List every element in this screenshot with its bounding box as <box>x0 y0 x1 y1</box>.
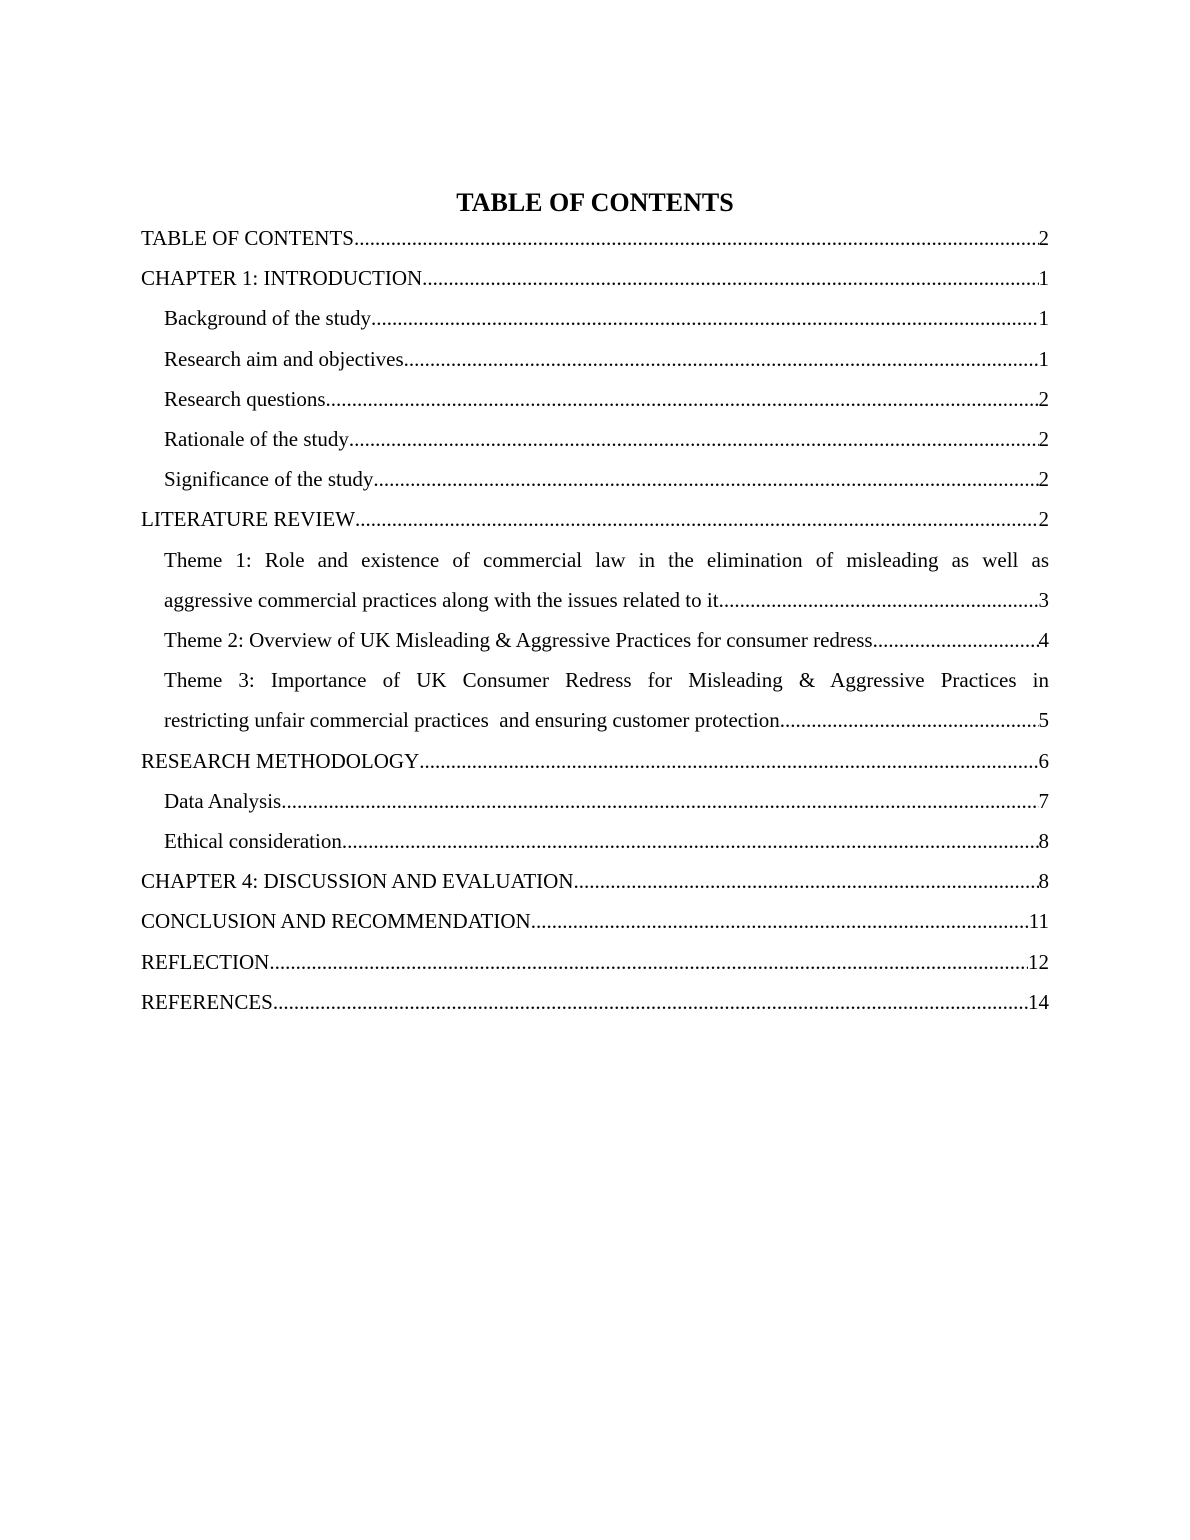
toc-entry-page-number: 8 <box>1038 829 1049 854</box>
toc-entry-page-number: 12 <box>1028 949 1049 974</box>
toc-entry[interactable] <box>141 218 1049 258</box>
toc-entry-page-number: 8 <box>1038 869 1049 894</box>
toc-entry[interactable] <box>141 419 1049 459</box>
dot-leader <box>371 298 1038 338</box>
toc-entry-title: CHAPTER 1: INTRODUCTION <box>141 266 423 291</box>
toc-entry-page-number: 4 <box>1038 628 1049 653</box>
dot-leader <box>326 379 1039 419</box>
toc-entry-title: Ethical consideration <box>164 829 342 854</box>
toc-entry[interactable] <box>141 942 1049 982</box>
toc-entry-title: Background of the study <box>164 306 372 331</box>
toc-entry-title: RESEARCH METHODOLOGY <box>141 748 420 773</box>
dot-leader <box>349 419 1039 459</box>
dot-leader <box>354 218 1039 258</box>
toc-entry-page-number: 6 <box>1038 748 1049 773</box>
toc-entry-page-number: 1 <box>1038 306 1049 331</box>
toc-entry[interactable] <box>141 901 1049 941</box>
toc-entry[interactable] <box>141 540 1049 620</box>
dot-leader <box>719 580 1039 620</box>
toc-entry-title: Research aim and objectives <box>164 346 404 371</box>
toc-entry[interactable] <box>141 499 1049 539</box>
dot-leader <box>273 982 1028 1022</box>
toc-entry-title: REFERENCES <box>141 989 273 1014</box>
toc-entry-title: LITERATURE REVIEW <box>141 507 356 532</box>
toc-entry-page-number: 2 <box>1038 507 1049 532</box>
toc-entry-title: REFLECTION <box>141 949 270 974</box>
toc-entry-title: CONCLUSION AND RECOMMENDATION <box>141 909 531 934</box>
dot-leader <box>269 942 1028 982</box>
toc-entry-title: Theme 2: Overview of UK Misleading & Aggressive Practices for consumer redress <box>164 628 873 653</box>
toc-entry[interactable] <box>141 459 1049 499</box>
toc-entry[interactable] <box>141 821 1049 861</box>
toc-entry[interactable] <box>141 660 1049 740</box>
toc-entry[interactable] <box>141 781 1049 821</box>
toc-entry[interactable] <box>141 379 1049 419</box>
dot-leader <box>355 499 1038 539</box>
toc-entry-title-line: Theme 1: Role and existence of commercial law in the elimination of misleading as well as <box>164 547 1049 572</box>
toc-entry-title: Rationale of the study <box>164 427 349 452</box>
toc-entry-page-number: 2 <box>1038 427 1049 452</box>
toc-entry[interactable] <box>141 861 1049 901</box>
dot-leader <box>419 741 1038 781</box>
toc-entry-title-line: Theme 3: Importance of UK Consumer Redress for Misleading & Aggressive Practices in <box>164 668 1049 693</box>
toc-entry-title: Data Analysis <box>164 788 282 813</box>
toc-entry-page-number: 2 <box>1038 386 1049 411</box>
toc-entry-page-number: 11 <box>1028 909 1049 934</box>
toc-entry-page-number: 3 <box>1038 587 1049 612</box>
toc-entry-page-number: 1 <box>1038 266 1049 291</box>
dot-leader <box>342 821 1039 861</box>
dot-leader <box>780 700 1039 740</box>
dot-leader <box>873 620 1039 660</box>
toc-entry-page-number: 7 <box>1038 788 1049 813</box>
toc-entry[interactable] <box>141 620 1049 660</box>
toc-entry-title: restricting unfair commercial practices and ensuring customer protection <box>164 708 780 733</box>
toc-entry[interactable] <box>141 982 1049 1022</box>
dot-leader <box>404 339 1039 379</box>
toc-entry[interactable] <box>141 298 1049 338</box>
toc-entry[interactable] <box>141 741 1049 781</box>
dot-leader <box>422 258 1038 298</box>
toc-entry-title: aggressive commercial practices along with the issues related to it <box>164 587 719 612</box>
dot-leader <box>373 459 1038 499</box>
toc-entry-page-number: 14 <box>1028 989 1049 1014</box>
dot-leader <box>531 901 1029 941</box>
toc-entry-page-number: 2 <box>1038 226 1049 250</box>
toc-entry[interactable] <box>141 339 1049 379</box>
toc-entry-page-number: 2 <box>1038 467 1049 492</box>
toc-entry-page-number: 5 <box>1038 708 1049 733</box>
dot-leader <box>573 861 1038 901</box>
toc-heading: TABLE OF CONTENTS <box>456 188 734 217</box>
toc-entry-page-number: 1 <box>1038 346 1049 371</box>
toc-list <box>141 218 1049 1022</box>
dot-leader <box>281 781 1038 821</box>
toc-entry-title: Significance of the study <box>164 467 374 492</box>
toc-entry[interactable] <box>141 258 1049 298</box>
toc-entry-title: TABLE OF CONTENTS <box>141 226 354 250</box>
toc-entry-title: CHAPTER 4: DISCUSSION AND EVALUATION <box>141 869 574 894</box>
toc-entry-title: Research questions <box>164 386 326 411</box>
